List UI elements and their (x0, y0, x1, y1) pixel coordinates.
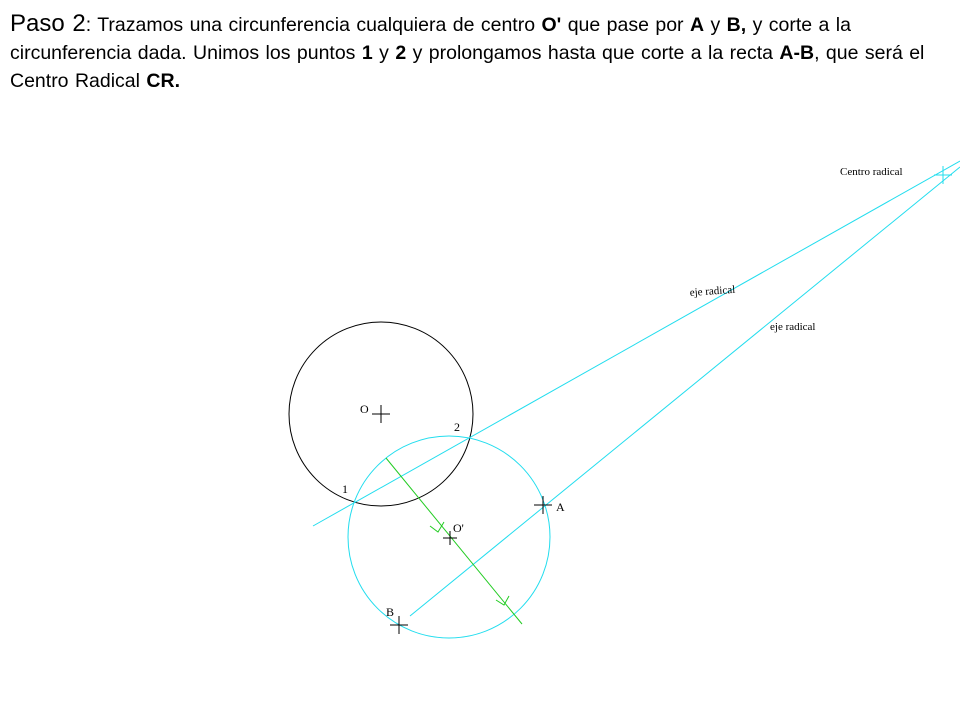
text-1: 1 (361, 42, 373, 64)
point-a-mark (534, 496, 552, 514)
label-o-prime: O' (453, 521, 464, 535)
centro-radical-mark (934, 166, 952, 184)
text-a: A (689, 14, 705, 36)
label-eje-radical-1: eje radical (689, 283, 736, 299)
text-ab: A-B (779, 42, 815, 64)
text-2: 2 (395, 42, 407, 64)
label-eje-radical-2: eje radical (770, 321, 816, 333)
text-part: y (372, 42, 396, 64)
label-centro-radical: Centro radical (840, 166, 903, 178)
center-o-mark (372, 405, 390, 423)
text-part: que pase por (561, 14, 690, 36)
text-part: , que será el Centro Radical (10, 42, 925, 92)
radical-axis-line-a-b (410, 167, 960, 616)
text-cr: CR. (146, 70, 180, 92)
label-a: A (556, 500, 565, 514)
radical-axis-line-1-2 (313, 161, 960, 526)
text-part: : Trazamos una circunferencia cualquiera de centro (85, 14, 542, 36)
text-b: B, (726, 14, 747, 36)
auxiliary-circle (348, 436, 550, 638)
text-part: y corte a la circunferencia dada. Unimos los puntos (10, 14, 851, 64)
step-title: Paso 2 (10, 10, 86, 37)
text-o-prime: O' (541, 14, 562, 36)
text-part: y (704, 14, 727, 36)
bisector-arc-marks (430, 522, 509, 605)
label-o: O (360, 402, 369, 416)
label-1: 1 (342, 482, 348, 496)
label-b: B (386, 605, 395, 619)
text-part: y prolongamos hasta que corte a la recta (406, 42, 780, 64)
label-2: 2 (454, 420, 460, 434)
